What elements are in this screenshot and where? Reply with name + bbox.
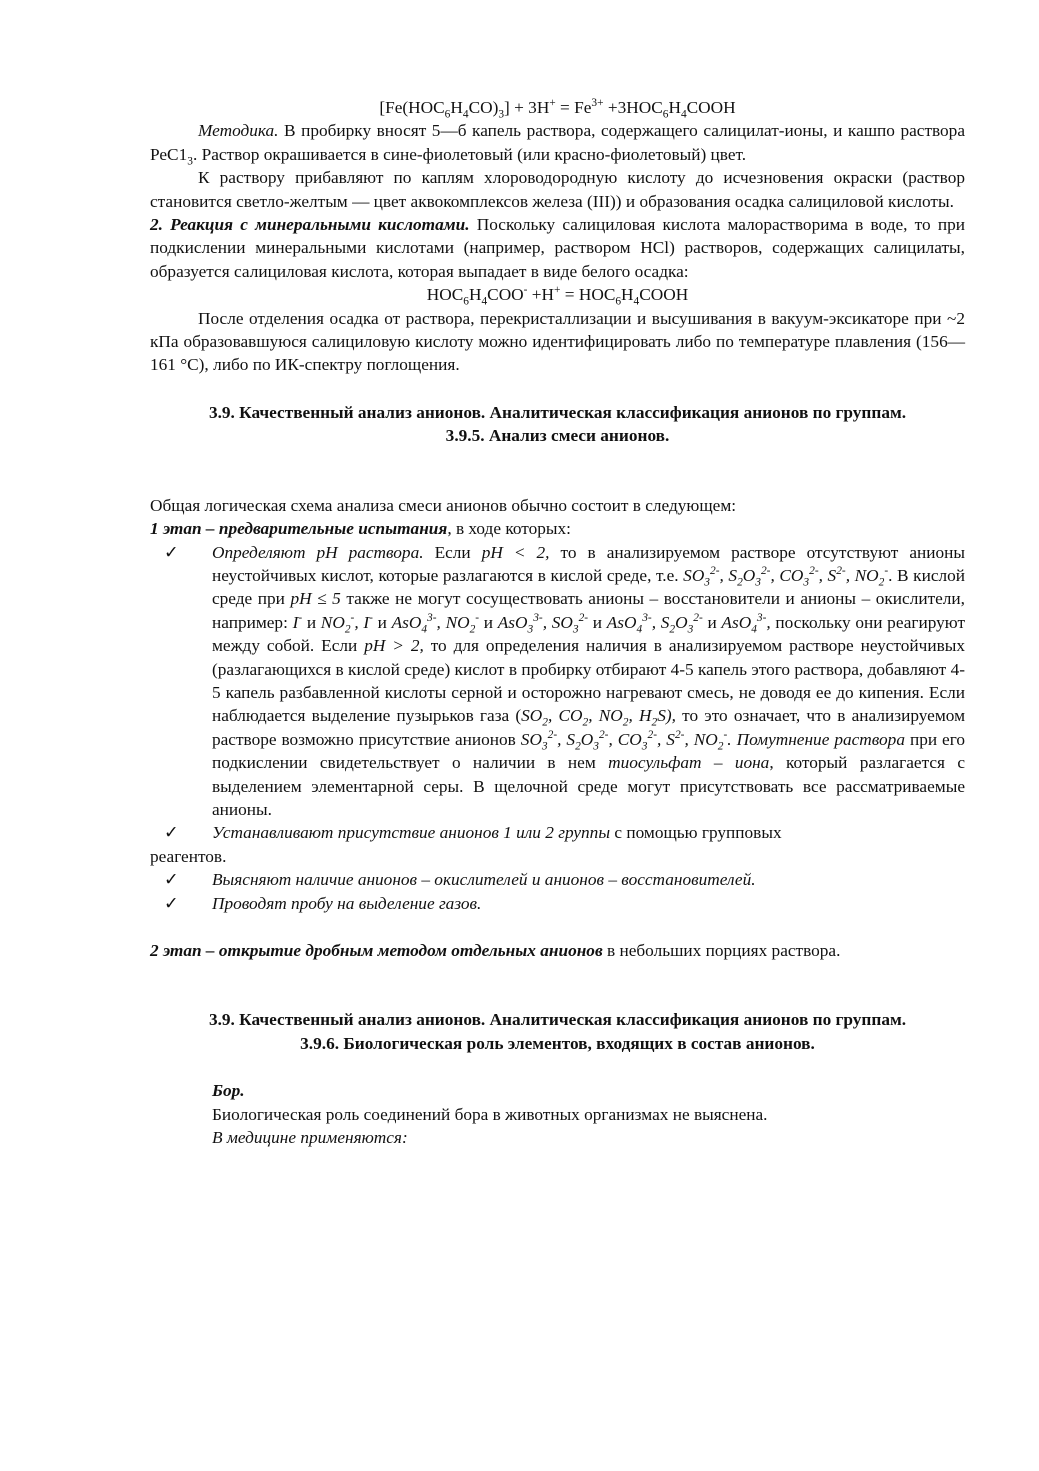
- boron-paragraph: Биологическая роль соединений бора в животных организмах не выяснена.: [212, 1104, 768, 1124]
- check-mark-icon: ✓: [164, 870, 179, 890]
- check-list: [150, 541, 965, 916]
- mineral-acid-reaction-paragraph: 2. Реакция с минеральными кислотами. Поскольку салициловая кислота малорастворима в воде, то при подкислении минеральными кислотами (например, раствором НСl) растворов, содержащих салицилаты, образуется салициловая кислота, которая выпадает в виде белого осадка:: [150, 215, 965, 281]
- subsection-heading-biological-role: 3.9.6. Биологическая роль элементов, входящих в состав анионов.: [300, 1033, 815, 1053]
- subsection-heading-anion-mixture: 3.9.5. Анализ смеси анионов.: [445, 426, 670, 446]
- medicine-use-line: В медицине применяются:: [212, 1128, 408, 1148]
- identification-paragraph: После отделения осадка от раствора, перекристаллизации и высушивания в вакуум-эксикаторе при ~2 кПа образовавшуюся салициловую кислоту можно идентифицировать либо по температуре плавления (156—161 °С), либо по ИК-спектру поглощения.: [150, 308, 965, 375]
- section-heading-anion-classification: 3.9. Качественный анализ анионов. Аналитическая классификация анионов по группам.: [208, 402, 907, 422]
- method-paragraph: Методика. В пробирку вносят 5—б капель раствора, содержащего салицилат-ионы, и кашпо раствора $РеС1_3$. Раствор окрашивается в сине-фиолетовый (или красно-фиолетовый) цвет.: [150, 121, 965, 168]
- logical-scheme-paragraph: Общая логическая схема анализа смеси анионов обычно состоит в следующем:: [150, 495, 737, 515]
- check-mark-icon: ✓: [164, 542, 179, 562]
- stage-one-paragraph: 1 этап – предварительные испытания, в ходе которых:: [150, 519, 571, 539]
- check-mark-icon: ✓: [164, 823, 179, 843]
- stage-two-paragraph: 2 этап – открытие дробным методом отдельных анионов в небольших порциях раствора.: [150, 941, 841, 960]
- document-page: [150, 96, 965, 1149]
- check-item-groups-continuation: реагентов.: [150, 846, 227, 866]
- check-item-gases: ✓ Проводят пробу на выделение газов.: [150, 892, 965, 915]
- check-mark-icon: ✓: [164, 893, 179, 913]
- iron-complex-equation: $[Fe(HOC_6H_4CO)_3] + 3H^+ = Fe^{3+}$ $+3HOC_6H_4COOH$: [379, 97, 736, 121]
- acid-addition-paragraph: К раствору прибавляют по каплям хлороводородную кислоту до исчезновения окраски (раствор становится светло-желтым — цвет аквокомплексов железа (III)) и образования осадка салициловой кислоты.: [150, 168, 965, 211]
- check-item-groups: ✓ Устанавливают присутствие анионов 1 или 2 группы с помощью групповых: [150, 821, 965, 844]
- check-item-redox: ✓ Выясняют наличие анионов – окислителей и анионов – восстановителей.: [150, 868, 965, 891]
- section-heading-anion-classification-2: 3.9. Качественный анализ анионов. Аналитическая классификация анионов по группам.: [208, 1010, 907, 1030]
- check-item-ph: ✓ Определяют рН раствора. Если рН < 2, то в анализируемом растворе отсутствуют анионы неустойчивых кислот, которые разлагаются в кислой среде, т.е. $SO_3^{2-}$, $S_2O_3^{2-}$, $CO_3^{2-}$, $S^{2-}$, $NO_2^-$. В кислой среде при pH ≤ 5 также не могут сосуществовать анионы – восстановители и анионы – окислители, например: I- и $NO_2^-$, I- и AsO$_4^{3-}$, $NO_2^-$ и AsO$_3^{3-}$, $SO_3^{2-}$ и AsO$_4^{3-}$, $S_2O_3^{2-}$ и AsO$_4^{3-}$, поскольку они реагируют между собой. Если pH > 2, то для определения наличия в анализируемом растворе неустойчивых (разлагающихся в кислой среде) кислот в пробирку отбирают 4-5 капель этого раствора, добавляют 4-5 капель разбавленной кислоты серной и осторожно нагревают смесь, не доводя ее до кипения. Если наблюдается выделение пузырьков газа ($SO_2$, $CO_2$, $NO_2$, $H_2S$), то это означает, что в анализируемом растворе возможно присутствие анионов $SO_3^{2-}$, $S_2O_3^{2-}$, $CO_3^{2-}$, $S^{2-}$, $NO_2^-$. Помутнение раствора при его подкислении свидетельствует о наличии в нем тиосульфат – иона, который разлагается с выделением элементарной серы. В щелочной среде могут присутствовать все рассматриваемые анионы.: [150, 541, 965, 822]
- salicylic-acid-equation: $HOC_6H_4COO^- +H^+$ = $HOC_6H_4COOH$: [426, 284, 689, 308]
- boron-heading: Бор.: [212, 1081, 245, 1101]
